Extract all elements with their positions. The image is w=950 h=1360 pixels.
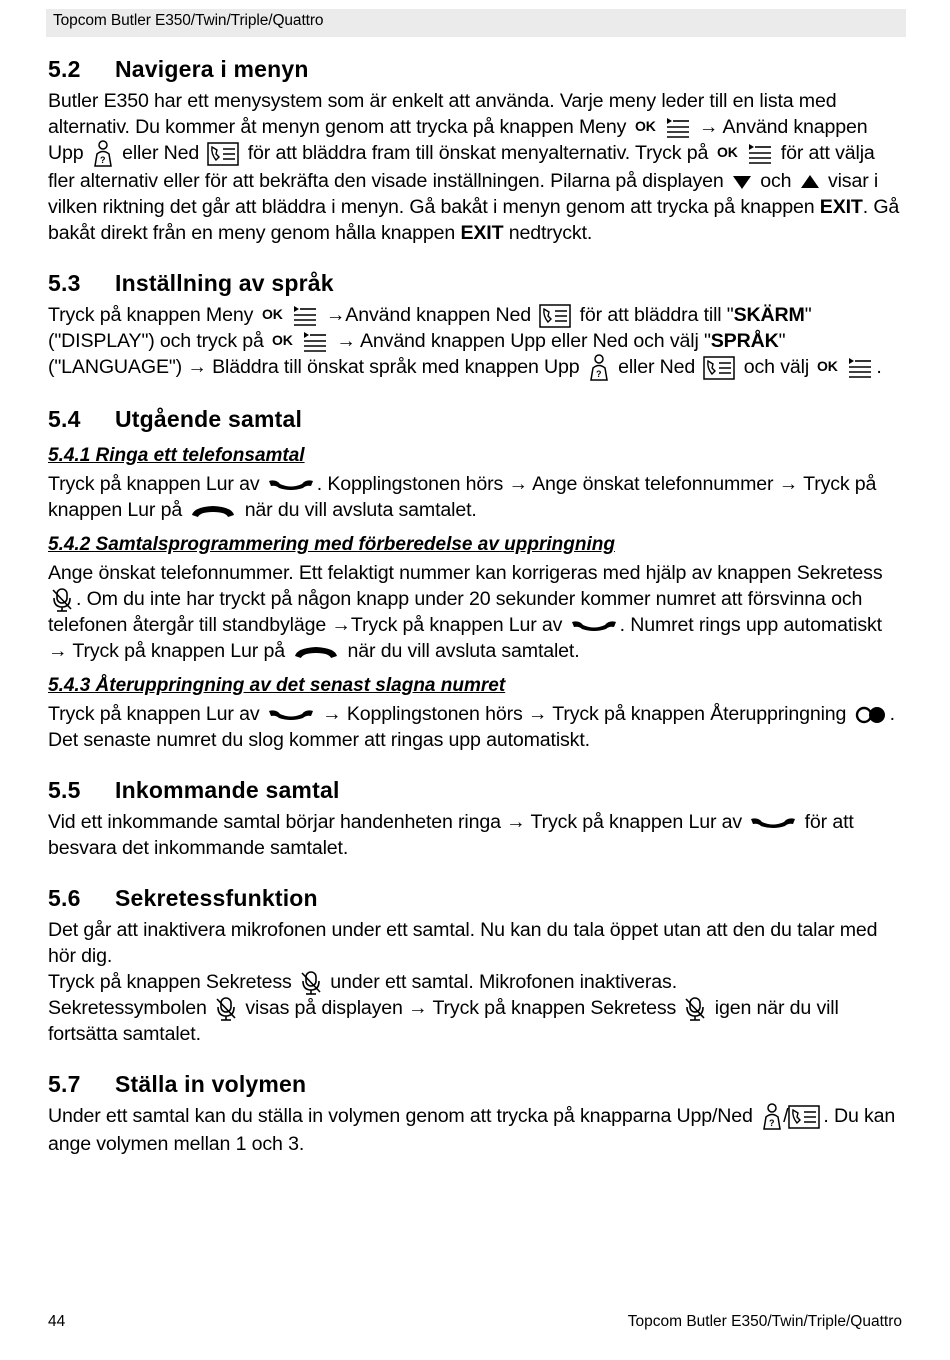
triangle-down-icon (732, 174, 752, 190)
paragraph: Tryck på knappen Sekretess under ett samtal. Mikrofonen inaktiveras. (48, 971, 677, 993)
down-calllog-icon (703, 356, 735, 380)
section-5-4 (48, 404, 906, 753)
section-heading: 5.7 Ställa in volymen (48, 1071, 307, 1097)
paragraph: Tryck på knappen Meny →Använd knappen Ned för att bläddra till "SKÄRM" ("DISPLAY") och tryck på → Använd knappen Upp eller Ned och välj "SPRÅK" ("LANGUAGE") → Bläddra till önskat språk med knappen Upp eller Ned och välj . (48, 302, 906, 382)
paragraph: Ange önskat telefonnummer. Ett felaktigt nummer kan korrigeras med hjälp av knappen Sekretess . Om du inte har tryckt på någon knapp under 20 sekunder kommer numret att försvinna och telefonen återgår till standbyläge →Tryck på knappen Lur av . Numret rings upp automatiskt → Tryck på knappen Lur på när du vill avsluta samtalet. (48, 562, 883, 662)
section-5-3 (48, 268, 906, 382)
ok-menu-icon (817, 356, 873, 380)
page-header (46, 9, 906, 37)
paragraph: Det går att inaktivera mikrofonen under ett samtal. Nu kan du tala öppet utan att den du talar med hör dig. (48, 919, 878, 967)
mute-microphone-icon (215, 997, 237, 1021)
redial-icon (855, 706, 887, 724)
section-5-5 (48, 775, 906, 861)
section-5-2 (48, 54, 906, 246)
down-calllog-icon (539, 304, 571, 328)
section-heading: 5.2 Navigera i menyn (48, 56, 309, 82)
paragraph: Sekretessymbolen visas på displayen → Tryck på knappen Sekretess igen när du vill fortsätta samtalet. (48, 997, 839, 1045)
handset-on-hook-icon (293, 644, 339, 660)
section-5-6 (48, 883, 906, 1047)
paragraph: Butler E350 har ett menysystem som är enkelt att använda. Varje meny leder till en lista med alternativ. Du kommer åt menyn genom att trycka på knappen Meny → Använd knappen Upp eller Ned för att bläddra fram till önskat menyalternativ. Tryck på för att välja fler alternativ eller för att bekräfta den visade inställningen. Pilarna på displayen och visar i vilken riktning det går att bläddra i menyn. Gå bakåt i menyn genom att trycka på knappen EXIT. Gå bakåt direkt från en meny genom hålla knappen EXIT nedtryckt. (48, 90, 900, 244)
paragraph: Tryck på knappen Lur av . Kopplingstonen hörs → Ange önskat telefonnummer → Tryck på knappen Lur på när du vill avsluta samtalet. (48, 473, 877, 521)
subsection-heading: 5.4.1 Ringa ett telefonsamtal (48, 445, 305, 466)
handset-off-hook-icon (750, 816, 796, 830)
ok-menu-icon (262, 304, 318, 328)
ok-menu-icon (717, 142, 773, 166)
section-5-7 (48, 1069, 906, 1157)
subsection-heading: 5.4.3 Återuppringning av det senast slagna numret (48, 675, 506, 696)
mute-microphone-icon (684, 997, 706, 1021)
ok-menu-icon (272, 330, 328, 354)
mute-microphone-icon (51, 588, 73, 612)
paragraph: Tryck på knappen Lur av → Kopplingstonen hörs → Tryck på knappen Återuppringning . Det senaste numret du slog kommer att ringas upp automatiskt. (48, 703, 895, 751)
up-phonebook-icon (588, 354, 610, 382)
triangle-up-icon (800, 174, 820, 190)
section-heading: 5.4 Utgående samtal (48, 406, 303, 432)
handset-off-hook-icon (268, 478, 314, 492)
section-heading: 5.5 Inkommande samtal (48, 777, 340, 803)
document-body (48, 54, 906, 1179)
footer-title: Topcom Butler E350/Twin/Triple/Quattro (627, 1313, 902, 1330)
down-calllog-icon (788, 1105, 820, 1129)
ok-menu-icon (635, 116, 691, 140)
mute-microphone-icon (300, 971, 322, 995)
up-phonebook-icon (761, 1103, 783, 1131)
section-heading: 5.3 Inställning av språk (48, 270, 334, 296)
handset-on-hook-icon (190, 503, 236, 519)
up-phonebook-icon (92, 140, 114, 168)
subsection-heading: 5.4.2 Samtalsprogrammering med förberedelse av uppringning (48, 534, 615, 555)
handset-off-hook-icon (571, 619, 617, 633)
down-calllog-icon (207, 142, 239, 166)
header-title: Topcom Butler E350/Twin/Triple/Quattro (53, 12, 324, 29)
handset-off-hook-icon (268, 708, 314, 722)
section-heading: 5.6 Sekretessfunktion (48, 885, 318, 911)
paragraph: Under ett samtal kan du ställa in volymen genom att trycka på knapparna Upp/Ned / . Du kan ange volymen mellan 1 och 3. (48, 1103, 906, 1157)
page-number: 44 (48, 1313, 66, 1330)
paragraph: Vid ett inkommande samtal börjar handenheten ringa → Tryck på knappen Lur av för att besvara det inkommande samtalet. (48, 811, 854, 859)
